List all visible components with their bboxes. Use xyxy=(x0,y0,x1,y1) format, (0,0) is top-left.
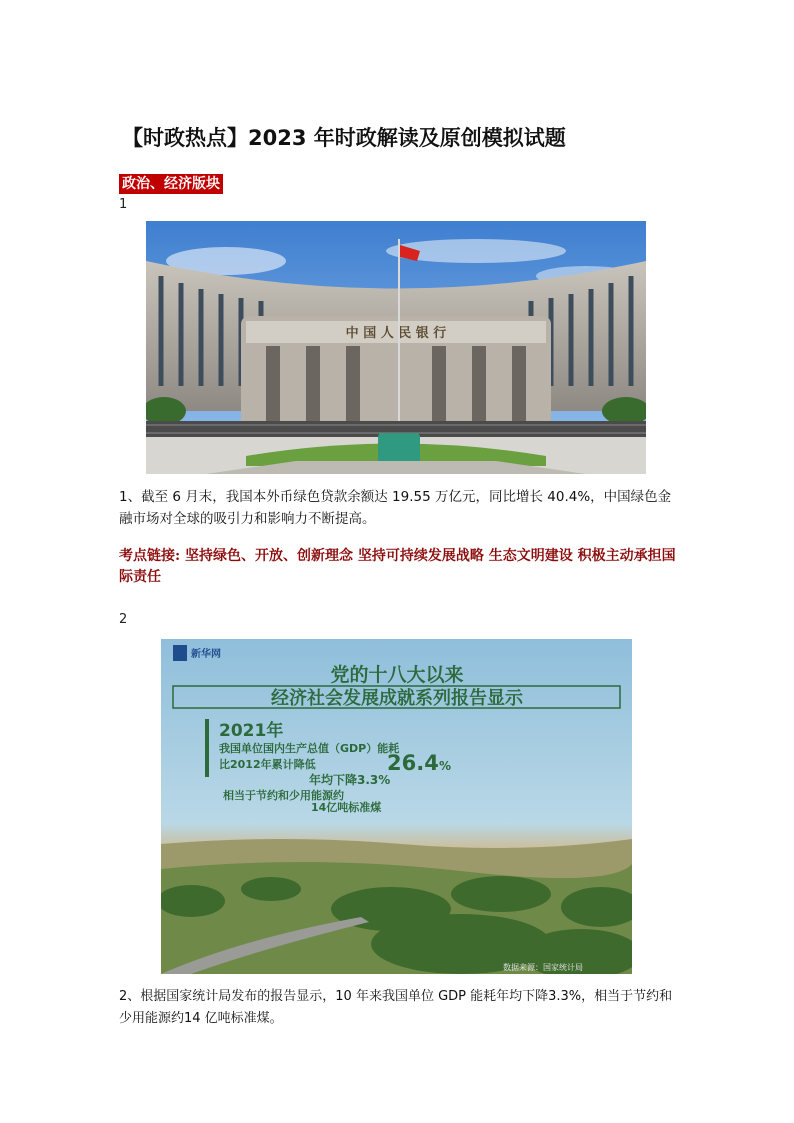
poster-source: 数据来源：国家统计局 xyxy=(503,963,583,972)
kaodian-link: 考点链接: 坚持绿色、开放、创新理念 坚持可持续发展战略 生态文明建设 积极主动承担国际责任 xyxy=(119,548,676,585)
building-sign: 中 国 人 民 银 行 xyxy=(345,326,447,341)
xinhua-logo-icon xyxy=(173,645,187,661)
document-title: 【时政热点】2023 年时政解读及原创模拟试题 xyxy=(122,126,566,150)
poster-line-4: 相当于节约和少用能源约 xyxy=(223,789,344,802)
poster-headline-1: 党的十八大以来 xyxy=(330,664,464,686)
item-text-2: 2、根据国家统计局发布的报告显示，10 年来我国单位 GDP 能耗年均下降3.3%，相当于节约和少用能源约14 亿吨标准煤。 xyxy=(119,989,673,1026)
poster-year: 2021年 xyxy=(219,721,284,741)
section-tag: 政治、经济版块 xyxy=(119,174,223,194)
item-text-1: 1、截至 6 月末，我国本外币绿色贷款余额达 19.55 万亿元，同比增长 40.4%，中国绿色金融市场对全球的吸引力和影响力不断提高。 xyxy=(119,489,672,527)
poster-line-2: 比2012年累计降低 xyxy=(219,758,316,771)
poster-line-3: 年均下降3.3% xyxy=(309,773,391,787)
poster-big-unit: % xyxy=(439,759,452,773)
poster-big-number: 26.4 xyxy=(387,751,439,775)
poster-line-5: 14亿吨标准煤 xyxy=(311,801,382,814)
logo-text: 新华网 xyxy=(191,649,221,660)
item-number-2: 2 xyxy=(119,612,128,627)
poster-headline-2: 经济社会发展成就系列报告显示 xyxy=(271,688,523,709)
xinhua-poster xyxy=(161,639,632,974)
central-bank-photo xyxy=(146,221,646,474)
poster-line-1: 我国单位国内生产总值（GDP）能耗 xyxy=(219,742,400,755)
item-number-1: 1 xyxy=(119,197,128,212)
